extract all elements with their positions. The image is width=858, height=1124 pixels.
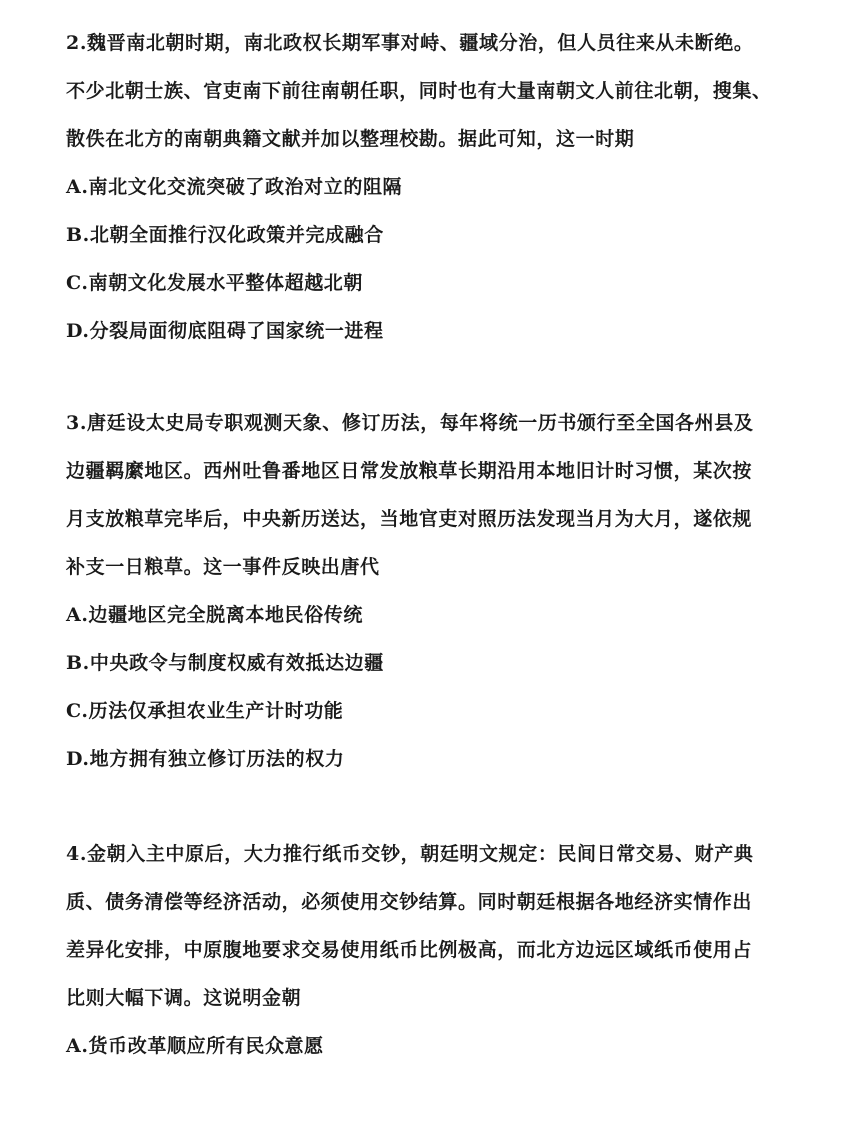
question-2-stem-line-1: 2.魏晋南北朝时期，南北政权长期军事对峙、疆域分治，但人员往来从未断绝。 — [66, 32, 754, 54]
question-2-stem-line-2: 不少北朝士族、官吏南下前往南朝任职，同时也有大量南朝文人前往北朝，搜集、 — [66, 80, 772, 102]
question-2-option-c: C.南朝文化发展水平整体超越北朝 — [66, 272, 364, 294]
question-3-option-a: A.边疆地区完全脱离本地民俗传统 — [66, 604, 363, 626]
question-3-option-d: D.地方拥有独立修订历法的权力 — [66, 748, 345, 770]
question-2-option-a: A.南北文化交流突破了政治对立的阻隔 — [66, 176, 403, 198]
question-3-option-c: C.历法仅承担农业生产计时功能 — [66, 700, 344, 722]
question-3-option-b: B.中央政令与制度权威有效抵达边疆 — [66, 652, 384, 674]
question-3-stem-line-1: 3.唐廷设太史局专职观测天象、修订历法，每年将统一历书颁行至全国各州县及 — [66, 412, 754, 434]
question-3-stem-line-4: 补支一日粮草。这一事件反映出唐代 — [66, 556, 380, 578]
question-3-stem-line-3: 月支放粮草完毕后，中央新历送达，当地官吏对照历法发现当月为大月，遂依规 — [66, 508, 753, 530]
question-4-stem-line-3: 差异化安排，中原腹地要求交易使用纸币比例极高，而北方边远区域纸币使用占 — [66, 939, 753, 961]
question-3-stem-line-2: 边疆羁縻地区。西州吐鲁番地区日常发放粮草长期沿用本地旧计时习惯，某次按 — [66, 460, 753, 482]
question-4-stem-line-2: 质、债务清偿等经济活动，必须使用交钞结算。同时朝廷根据各地经济实情作出 — [66, 891, 753, 913]
question-2-option-d: D.分裂局面彻底阻碍了国家统一进程 — [66, 320, 384, 342]
question-4-stem-line-1: 4.金朝入主中原后，大力推行纸币交钞，朝廷明文规定：民间日常交易、财产典 — [66, 843, 754, 865]
question-4-option-a: A.货币改革顺应所有民众意愿 — [66, 1035, 324, 1057]
question-2-stem-line-3: 散佚在北方的南朝典籍文献并加以整理校勘。据此可知，这一时期 — [66, 128, 635, 150]
question-2-option-b: B.北朝全面推行汉化政策并完成融合 — [66, 224, 384, 246]
question-4-stem-line-4: 比则大幅下调。这说明金朝 — [66, 987, 302, 1009]
question-3 — [66, 399, 826, 783]
question-2 — [66, 19, 826, 355]
question-4 — [66, 830, 826, 1070]
